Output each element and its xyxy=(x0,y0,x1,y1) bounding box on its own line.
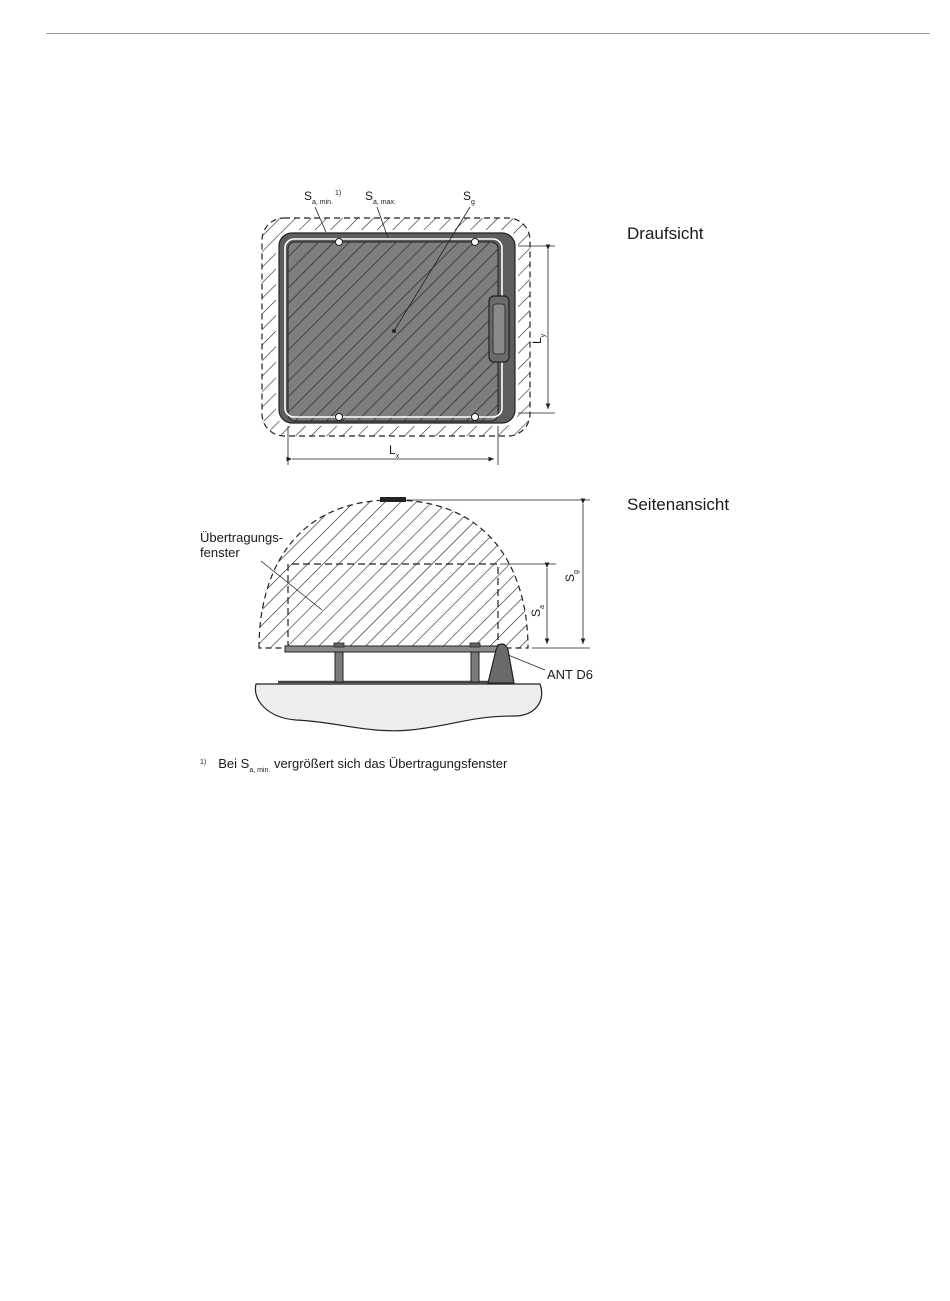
label-sg-top: $S_g$ xyxy=(463,189,475,206)
top-view xyxy=(262,207,555,465)
mount-point xyxy=(336,239,343,246)
label-sa-min: $S_{a, min.}^{1)}$ xyxy=(304,189,342,206)
field-dome xyxy=(259,500,528,648)
mount-point xyxy=(472,414,479,421)
support-leg xyxy=(335,652,343,682)
mount-point xyxy=(336,414,343,421)
title-side-view: Seitenansicht xyxy=(627,495,730,514)
label-sa-side: $S_a$ xyxy=(529,605,546,617)
footnote-marker: 1) xyxy=(200,759,207,766)
title-top-view: Draufsicht xyxy=(627,224,704,243)
label-ly: $L_y$ xyxy=(530,333,547,344)
footnote: $^{1)}$ Bei $S_{a, min.}$ vergrößert sich das Übertragungsfenster xyxy=(200,756,508,774)
ground-surface xyxy=(255,684,541,731)
label-window-line1: Übertragungs- xyxy=(200,530,284,545)
label-lx: $L_x$ xyxy=(389,443,400,460)
label-sg-side: $S_g$ xyxy=(563,570,580,582)
label-sa-max: $S_{a, max.}$ xyxy=(365,189,396,206)
support-leg xyxy=(471,652,479,682)
mount-point xyxy=(472,239,479,246)
label-antenna: ANT D6 xyxy=(547,667,593,682)
label-window-line2: fenster xyxy=(200,545,240,560)
